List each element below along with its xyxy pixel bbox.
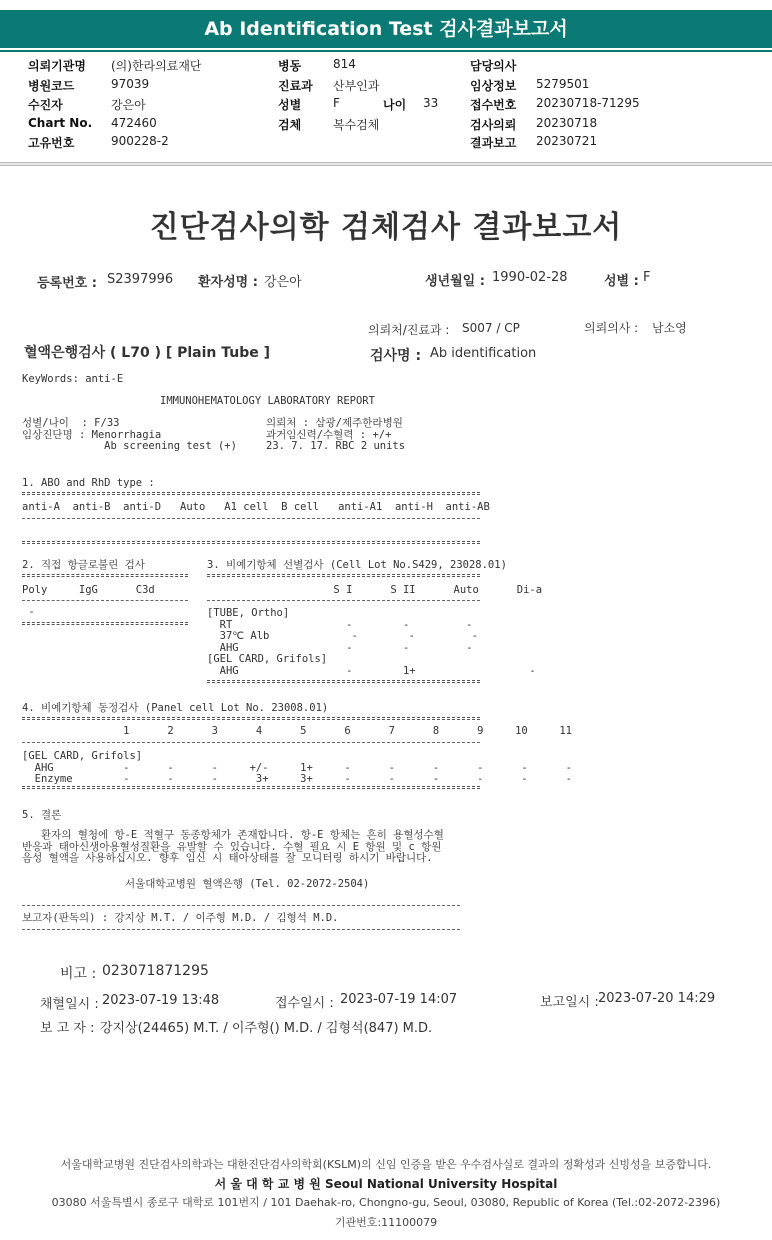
header-label: 성별 [278, 98, 302, 112]
header-divider [0, 162, 772, 166]
header-label: 수진자 [28, 98, 63, 112]
report-title: 진단검사의학 검체검사 결과보고서 [149, 210, 623, 245]
panel-header: 1 2 3 4 5 6 7 8 9 10 11 [22, 725, 572, 737]
report-date-value: 2023-07-20 14:29 [598, 991, 716, 1006]
header-value: 20230721 [536, 134, 598, 148]
header-label: 의뢰기관명 [28, 59, 86, 73]
reg-label: 등록번호 : [37, 276, 97, 291]
double-rule [22, 492, 480, 495]
collect-value: 2023-07-19 13:48 [102, 993, 220, 1008]
patient-value: 강은아 [264, 275, 302, 290]
header-label: 결과보고 [470, 136, 517, 150]
doctor-label: 의뢰의사 : [584, 321, 639, 335]
lab-report-title: IMMUNOHEMATOLOGY LABORATORY REPORT [160, 395, 375, 407]
age-value: 33 [423, 96, 439, 110]
header-label: 접수번호 [470, 98, 517, 112]
single-rule [207, 600, 480, 601]
reg-value: S2397996 [107, 272, 174, 287]
dat-value: - [22, 606, 35, 618]
header-value: 900228-2 [111, 134, 169, 148]
sex-label: 성별 : [604, 274, 639, 289]
header-value: 강은아 [111, 98, 146, 112]
double-rule [22, 786, 480, 789]
double-rule [207, 574, 480, 577]
double-rule [207, 680, 480, 683]
age-label: 나이 [383, 98, 407, 112]
report-document [0, 172, 772, 1240]
header-value: 97039 [111, 77, 150, 91]
doctor-value: 남소영 [652, 321, 687, 335]
patient-info-left: 성별/나이 : F/33 임상진단명 : Menorrhagia Ab screening test (+) [22, 417, 237, 452]
screen-header: S I S II Auto Di-a [207, 584, 543, 596]
double-rule [22, 541, 480, 544]
screen-body: [TUBE, Ortho] RT - - - 37℃ Alb - - - AHG - - - [GEL CARD, Grifols] AHG - 1+ - [207, 607, 536, 677]
reporter-value: 강지상(24465) M.T. / 이주형() M.D. / 김형석(847) M.D. [100, 1021, 433, 1036]
double-rule [22, 717, 480, 720]
header-label: 임상정보 [470, 79, 517, 93]
sex-value: F [643, 270, 651, 285]
section-4-title: 4. 비예기항체 동정검사 (Panel cell Lot No. 23008.01) [22, 702, 329, 714]
test-name-value: Ab identification [430, 346, 537, 361]
header-label: 담당의사 [470, 59, 517, 73]
panel-body: [GEL CARD, Grifols] AHG - - - +/- 1+ - - - - - - Enzyme - - - 3+ 3+ - - - - - - [22, 750, 572, 785]
test-group: 혈액은행검사 ( L70 ) [ Plain Tube ] [24, 345, 271, 361]
reporters-mono: 보고자(판독의) : 강지상 M.T. / 이주형 M.D. / 김형석 M.D. [22, 912, 339, 924]
header-label: 검사의뢰 [470, 118, 517, 132]
single-rule [22, 905, 460, 906]
dob-label: 생년월일 : [425, 274, 485, 289]
single-rule [22, 929, 460, 930]
keywords: KeyWords: anti-E [22, 373, 124, 385]
header-label: 병동 [278, 59, 302, 73]
receive-label: 접수일시 : [275, 996, 334, 1011]
header-label: Chart No. [28, 116, 93, 130]
dat-header: Poly IgG C3d [22, 584, 155, 596]
patient-info-right: 의뢰처 : 삼광/제주한라병원 과거임신력/수혈력 : +/+ 23. 7. 17. RBC 2 units [266, 417, 406, 452]
collect-label: 채혈일시 : [40, 997, 99, 1012]
header-value: 814 [333, 57, 356, 71]
dob-value: 1990-02-28 [492, 270, 568, 285]
header-value: 산부인과 [333, 79, 380, 93]
header-value: F [333, 96, 340, 110]
single-rule [22, 518, 480, 519]
single-rule [22, 742, 480, 743]
dept-label: 의뢰처/진료과 : [368, 323, 450, 337]
conclusion-text: 환자의 혈청에 항-E 적혈구 동종항체가 존재합니다. 항-E 항체는 흔히 용혈성수혈 반응과 태아신생아용혈성질환을 유발할 수 있습니다. 수혈 필요 시 E 항원 및 c 항원 음성 혈액을 사용하십시오. 향후 임신 시 태아상태를 잘 모니터링 하시기 바랍니다. [22, 829, 444, 864]
double-rule [22, 574, 188, 577]
header-value: 5279501 [536, 77, 590, 91]
hospital-address: 03080 서울특별시 종로구 대학로 101번지 / 101 Daehak-ro, Chongno-gu, Seoul, 03080, Republic of Korea (Tel.:02-2072-2396) [51, 1196, 721, 1209]
single-rule [22, 600, 188, 601]
abo-header: anti-A anti-B anti-D Auto A1 cell B cell anti-A1 anti-H anti-AB [22, 501, 490, 513]
test-name-label: 검사명 : [370, 348, 422, 364]
header-underline [0, 50, 772, 52]
note-value: 023071871295 [102, 963, 209, 979]
header-label: 고유번호 [28, 136, 75, 150]
section-5-title: 5. 결론 [22, 809, 62, 821]
report-date-label: 보고일시 : [540, 995, 599, 1010]
institution-number: 기관번호:11100079 [334, 1216, 438, 1229]
section-2-title: 2. 직접 항글로불린 검사 [22, 559, 145, 571]
double-rule [22, 622, 188, 625]
reporter-label: 보 고 자 : [40, 1021, 95, 1036]
header-label: 검체 [278, 118, 302, 132]
section-1-title: 1. ABO and RhD type : [22, 477, 155, 489]
dept-value: S007 / CP [462, 321, 520, 335]
receive-value: 2023-07-19 14:07 [340, 992, 458, 1007]
header-value: 20230718-71295 [536, 96, 640, 110]
header-label: 진료과 [278, 79, 313, 93]
header-value: (의)한라의료재단 [111, 59, 202, 73]
header-value: 20230718 [536, 116, 598, 130]
report-header-title: Ab Identification Test 검사결과보고서 [0, 10, 772, 48]
header-label: 병원코드 [28, 79, 75, 93]
section-3-title: 3. 비예기항체 선별검사 (Cell Lot No.S429, 23028.01) [207, 559, 507, 571]
note-label: 비고 : [60, 966, 97, 982]
bloodbank-contact: 서울대학교병원 혈액은행 (Tel. 02-2072-2504) [125, 878, 370, 890]
certification-note: 서울대학교병원 진단검사의학과는 대한진단검사의학회(KSLM)의 신임 인증을 받은 우수검사실로 결과의 정확성과 신빙성을 보증합니다. [60, 1158, 712, 1171]
patient-label: 환자성명 : [198, 275, 258, 290]
header-value: 472460 [111, 116, 157, 130]
hospital-name: 서 울 대 학 교 병 원 Seoul National University Hospital [214, 1177, 558, 1191]
header-value: 복수검체 [333, 118, 380, 132]
